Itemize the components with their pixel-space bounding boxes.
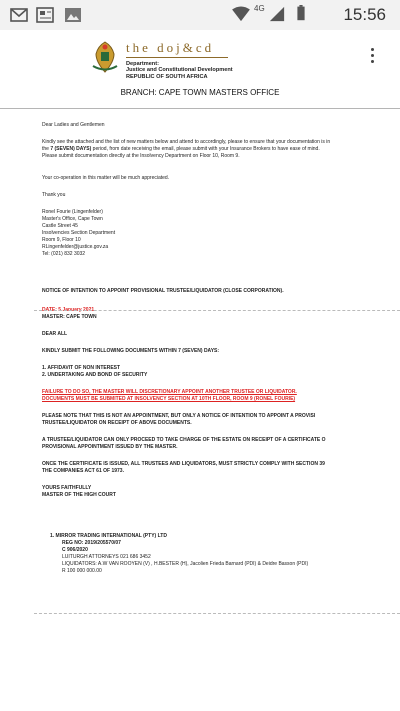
closing-signatory: MASTER OF THE HIGH COURT (42, 492, 116, 498)
mail-icon (10, 7, 28, 23)
matter-reg: REG NO: 2019/205570/07 (62, 540, 121, 546)
notice-master: MASTER: CAPE TOWN (42, 314, 97, 320)
letterhead (0, 30, 400, 109)
image-icon (64, 7, 82, 23)
certificate-note: THE COMPANIES ACT 61 OF 1973. (42, 468, 124, 474)
network-type: 4G (254, 4, 265, 13)
dear-all: DEAR ALL (42, 331, 68, 337)
greeting: Dear Ladies and Gentlemen (42, 122, 105, 128)
signature-email: RLingenfelder@justice.gov.za (42, 244, 109, 250)
more-options-icon[interactable] (371, 48, 374, 66)
required-item: 1. AFFIDAVIT OF NON INTEREST (42, 365, 121, 371)
brand-underline (126, 57, 228, 58)
section-divider (34, 310, 400, 311)
signature-line: Master's Office, Cape Town (42, 216, 103, 222)
para-line: the 7 (SEVEN) DAYS) period, from date receiving the email, please submit with your Insurance Brokers to have ease of mind. (42, 146, 320, 152)
thanks: Thank you (42, 192, 66, 198)
branch-title: BRANCH: CAPE TOWN MASTERS OFFICE (120, 88, 280, 97)
signal-icon (268, 6, 286, 22)
department-line: REPUBLIC OF SOUTH AFRICA (126, 73, 208, 80)
battery-icon (296, 5, 306, 21)
para-line: Kindly see the attached and the list of new matters below and attend to accordingly, please to ensure that your documentation is in (42, 139, 331, 145)
coat-of-arms-logo (90, 40, 120, 74)
document-viewer[interactable] (0, 30, 400, 711)
days-highlight: 7 (SEVEN) DAYS) (50, 146, 92, 152)
trustee-note: PROVISIONAL APPOINTMENT ISSUED BY THE MASTER. (42, 444, 178, 450)
failure-warning: FAILURE TO DO SO, THE MASTER WILL DISCRETIONARY APPOINT ANOTHER TRUSTEE OR LIQUIDATOR. (42, 389, 297, 395)
signature-line: Ronel Fourie (Lingenfelder) (42, 209, 103, 215)
clock: 15:56 (343, 5, 386, 24)
news-icon (36, 7, 54, 23)
signature-line: Insolvencies Section Department (42, 230, 116, 236)
department-line: Department: (126, 61, 159, 67)
kindly-submit: KINDLY SUBMIT THE FOLLOWING DOCUMENTS WITHIN 7 (SEVEN) DAYS: (42, 348, 220, 354)
please-note: PLEASE NOTE THAT THIS IS NOT AN APPOINTMENT, BUT ONLY A NOTICE OF INTENTION TO APPOINT A PROVISI (42, 413, 316, 419)
required-item: 2. UNDERTAKING AND BOND OF SECURITY (42, 372, 148, 378)
matter-name: 1. MIRROR TRADING INTERNATIONAL (PTY) LTD (50, 533, 167, 539)
matter-attorneys: LUITURGH ATTORNEYS 021 686 3452 (62, 554, 151, 560)
department-block (126, 61, 233, 80)
please-note: TRUSTEE/LIQUIDATOR ON RECEIPT OF ABOVE DOCUMENTS. (42, 420, 192, 426)
brand-wordmark: the doj&cd (126, 40, 215, 55)
failure-warning: DOCUMENTS MUST BE SUBMITED AT INSOLVENCY SECTION AT 10TH FLOOR, ROOM 9 (RONEL FOURIE) (42, 396, 296, 402)
matter-case: C 906/2020 (62, 547, 88, 553)
signature-phone: Tel: (021) 832 3032 (42, 251, 86, 257)
trustee-note: A TRUSTEE/LIQUIDATOR CAN ONLY PROCEED TO TAKE CHARGE OF THE ESTATE ON RECEIPT OF A CERTIFICATE O (42, 437, 326, 443)
status-bar (0, 0, 400, 30)
signature-line: Room 9, Floor 10 (42, 237, 81, 243)
signature-line: Castle Street 45 (42, 223, 78, 229)
notice-title: NOTICE OF INTENTION TO APPOINT PROVISIONAL TRUSTEE/LIQUIDATOR (CLOSE CORPORATION). (42, 288, 284, 294)
department-line: Justice and Constitutional Development (126, 67, 233, 74)
closing: YOURS FAITHFULLY (42, 485, 92, 491)
wifi-icon (230, 6, 252, 22)
matter-amount: R 100 000 000.00 (62, 568, 102, 574)
section-divider (34, 613, 400, 614)
notice-date: DATE: 5 January 2021 (42, 307, 95, 313)
certificate-note: ONCE THE CERTIFICATE IS ISSUED, ALL TRUSTEES AND LIQUIDATORS, MUST STRICTLY COMPLY WITH SECTION 39 (42, 461, 325, 467)
letter-body (42, 122, 400, 575)
cooperation-note: Your co-operation in this matter will be much appreciated. (42, 175, 170, 181)
matter-liquidators: LIQUIDATORS: A.W VAN ROOYEN (V) , H.BESTER (H), Jacolien Frieda Barnard (PDI) & Deidre Basson (PDI) (62, 561, 309, 567)
para-line: Please submit documentation directly at the Insolvency Department on Floor 10, Room 9. (42, 153, 240, 159)
